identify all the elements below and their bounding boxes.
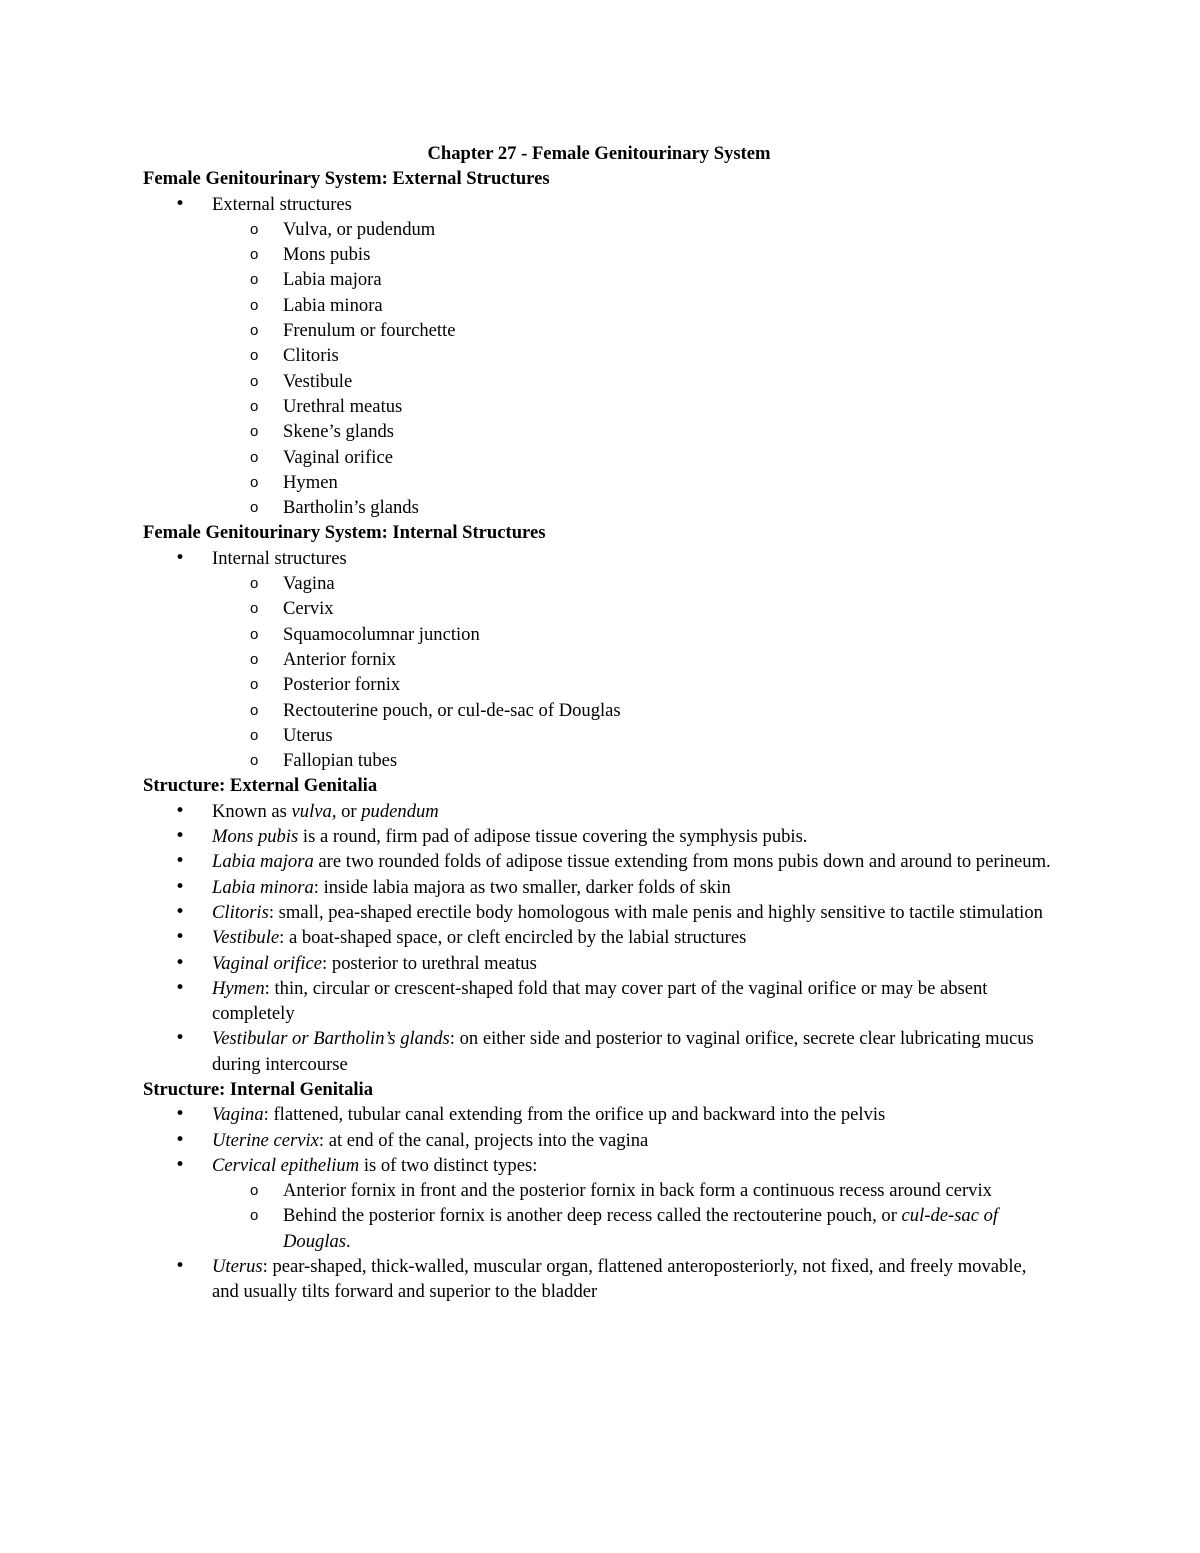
list-item: o Rectouterine pouch, or cul-de-sac of Douglas	[143, 698, 1055, 723]
list-item: • Internal structures	[143, 546, 1055, 571]
list-item: • Known as vulva, or pudendum	[143, 799, 1055, 824]
external-structures-list	[143, 192, 1055, 217]
list-item: o Squamocolumnar junction	[143, 622, 1055, 647]
list-item: • Cervical epithelium is of two distinct types: o Anterior fornix in front and the posterior fornix in back form a continuous recess around cervix o Behind the posterior fornix is another deep recess called the rectouterine pouch, or cul-de-sac of Douglas.	[143, 1153, 1055, 1254]
list-item: • Labia minora: inside labia majora as two smaller, darker folds of skin	[143, 875, 1055, 900]
list-item: o Skene’s glands	[143, 419, 1055, 444]
list-item: • Uterine cervix: at end of the canal, projects into the vagina	[143, 1128, 1055, 1153]
section-heading-external-genitalia: Structure: External Genitalia	[143, 775, 378, 797]
list-item: o Bartholin’s glands	[143, 495, 1055, 520]
cervical-epithelium-sublist	[212, 1178, 1055, 1254]
internal-structures-list	[143, 546, 1055, 571]
list-item: • Clitoris: small, pea-shaped erectile body homologous with male penis and highly sensitive to tactile stimulation	[143, 900, 1055, 925]
internal-structures-sublist	[143, 571, 1055, 773]
list-item: o Vagina	[143, 571, 1055, 596]
list-item: o Labia minora	[143, 293, 1055, 318]
list-item: o Anterior fornix	[143, 647, 1055, 672]
document-body	[143, 141, 1055, 1305]
list-item: o Behind the posterior fornix is another deep recess called the rectouterine pouch, or cul-de-sac of Douglas.	[212, 1203, 1055, 1254]
external-genitalia-list	[143, 799, 1055, 1077]
list-item: o Hymen	[143, 470, 1055, 495]
list-item: o Anterior fornix in front and the posterior fornix in back form a continuous recess around cervix	[212, 1178, 1055, 1203]
list-item: o Uterus	[143, 723, 1055, 748]
list-item: • Mons pubis is a round, firm pad of adipose tissue covering the symphysis pubis.	[143, 824, 1055, 849]
internal-genitalia-list	[143, 1102, 1055, 1304]
list-item: o Cervix	[143, 596, 1055, 621]
list-item: o Clitoris	[143, 343, 1055, 368]
list-item: • Hymen: thin, circular or crescent-shaped fold that may cover part of the vaginal orifice or may be absent completely	[143, 976, 1055, 1027]
list-item: • Vaginal orifice: posterior to urethral meatus	[143, 951, 1055, 976]
list-item: o Posterior fornix	[143, 672, 1055, 697]
section-heading-internal-structures: Female Genitourinary System: Internal Structures	[143, 522, 546, 544]
page-title: Chapter 27 - Female Genitourinary System	[427, 143, 771, 164]
list-item: • External structures	[143, 192, 1055, 217]
section-heading-internal-genitalia: Structure: Internal Genitalia	[143, 1078, 373, 1100]
list-item: o Vulva, or pudendum	[143, 217, 1055, 242]
list-item: o Frenulum or fourchette	[143, 318, 1055, 343]
external-structures-sublist	[143, 217, 1055, 521]
list-item: • Vagina: flattened, tubular canal extending from the orifice up and backward into the pelvis	[143, 1102, 1055, 1127]
section-heading-external-structures: Female Genitourinary System: External Structures	[143, 168, 550, 190]
list-item: o Vestibule	[143, 369, 1055, 394]
list-item: o Vaginal orifice	[143, 445, 1055, 470]
list-item: • Labia majora are two rounded folds of adipose tissue extending from mons pubis down and around to perineum.	[143, 849, 1055, 874]
list-item: o Labia majora	[143, 267, 1055, 292]
list-item: • Vestibule: a boat-shaped space, or cleft encircled by the labial structures	[143, 925, 1055, 950]
list-item: o Fallopian tubes	[143, 748, 1055, 773]
list-item: • Vestibular or Bartholin’s glands: on either side and posterior to vaginal orifice, secrete clear lubricating mucus during intercourse	[143, 1026, 1055, 1077]
list-item: o Urethral meatus	[143, 394, 1055, 419]
list-item: • Uterus: pear-shaped, thick-walled, muscular organ, flattened anteroposteriorly, not fixed, and freely movable, and usually tilts forward and superior to the bladder	[143, 1254, 1055, 1305]
list-item: o Mons pubis	[143, 242, 1055, 267]
